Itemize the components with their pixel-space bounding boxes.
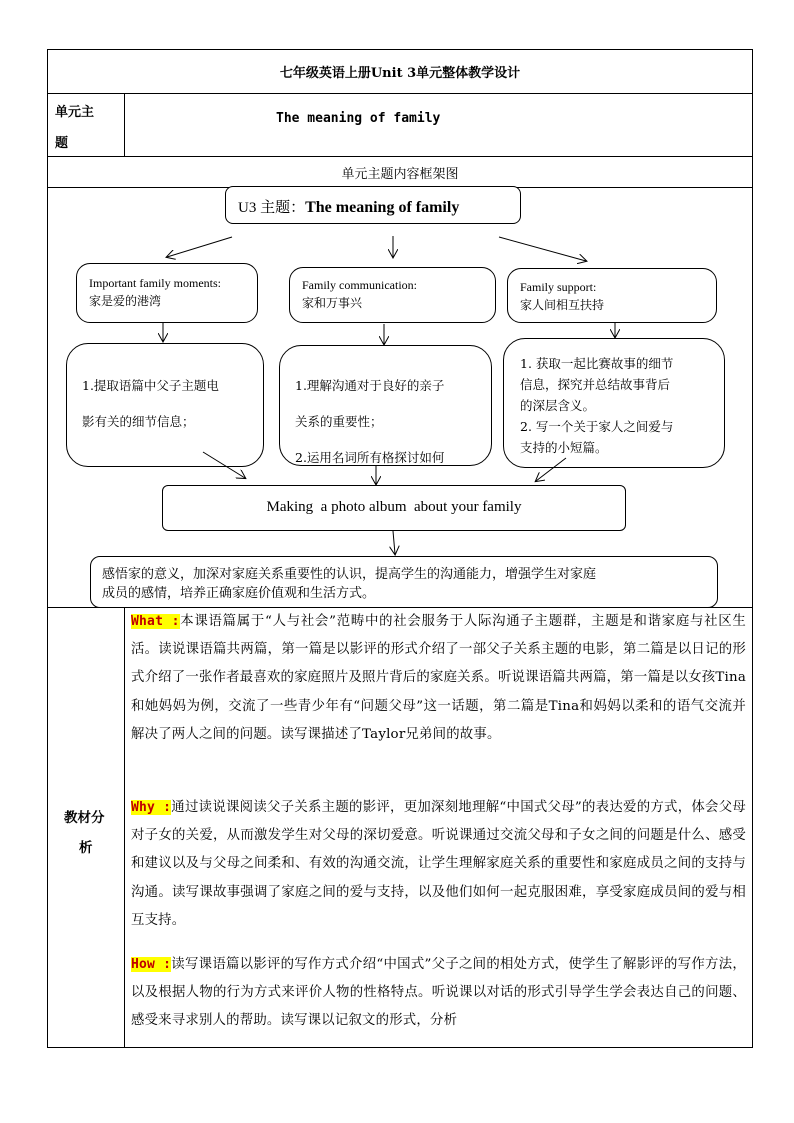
detail-moments-line-1: 1.提取语篇中父子主题电 <box>82 378 219 393</box>
why-text: 通过读说课阅读父子关系主题的影评，更加深刻地理解“中国式父母”的表达爱的方式，体会父母对子女的关爱，从而激发学生对父母的深切爱意。听说课通过交流父母和子女之间的问题是什么、感受和建议以及与父母之间柔和、有效的沟通交流，让学生理解家庭关系的重要性和家庭成员之间的支持与沟通。读写课故事强调了家庭之间的爱与支持，以及他们如何一起克服困难，享受家庭成员间的爱与相互支持。 <box>131 800 746 928</box>
what-text: 本课语篇属于“人与社会”范畴中的社会服务于人际沟通子主题群，主题是和谐家庭与社区生活。读说课语篇共两篇，第一篇是以影评的形式介绍了一部父子关系主题的电影，第二篇是以日记的形式介绍了一张作者最喜欢的家庭照片及照片背后的家庭关系。听说课语篇共两篇，第一篇是以女孩Tina和她妈妈为例，交流了一些青少年有“问题父母”这一话题，第二篇是Tina和妈妈以柔和的语气交流并解决了两人之间的问题。读写课描述了Taylor兄弟间的故事。 <box>131 614 747 742</box>
main-theme-title: The meaning of family <box>305 199 460 216</box>
framework-title: 单元主题内容框架图 <box>341 167 459 182</box>
project-text: Making a photo album about your family <box>266 499 522 515</box>
branch-zh-moments: 家是爱的港湾 <box>89 294 162 308</box>
branch-zh-support: 家人间相互扶持 <box>520 298 605 312</box>
theme-value: The meaning of family <box>276 111 441 126</box>
detail-support-line-2: 信息，探究并总结故事背后 <box>520 377 671 392</box>
how-text: 读写课语篇以影评的写作方式介绍“中国式”父子之间的相处方式，使学生了解影评的写作方法，以及根据人物的行为方式来评价人物的性格特点。听说课以对话的形式引导学生学会表达自己的问题、感受来寻求别人的帮助。读写课以记叙文的形式，分析 <box>131 957 746 1029</box>
analysis-label-line2: 析 <box>79 840 93 856</box>
detail-support-line-4: 2. 写一个关于家人之间爱与 <box>520 419 674 434</box>
goal-line-2: 成员的感情，培养正确家庭价值观和生活方式。 <box>102 586 376 601</box>
arrow-support-to-project <box>536 458 566 481</box>
what-label: What : <box>131 614 180 629</box>
arrow-moments-to-project <box>203 452 245 478</box>
branch-en-communication: Family communication: <box>302 278 417 292</box>
theme-label-line1: 单元主 <box>55 105 95 120</box>
goal-line-1: 感悟家的意义，加深对家庭关系重要性的认识，提高学生的沟通能力，增强学生对家庭 <box>102 567 597 582</box>
arrow-to-support <box>499 237 586 261</box>
main-theme-prefix: U3 主题： <box>238 200 306 216</box>
arrow-project-to-goal <box>393 531 395 554</box>
detail-communication-line-2: 关系的重要性； <box>295 414 383 429</box>
detail-support-line-3: 的深层含义。 <box>520 398 596 413</box>
how-label: How : <box>131 957 172 972</box>
branch-zh-communication: 家和万事兴 <box>302 296 363 310</box>
why-paragraph <box>131 794 746 935</box>
detail-communication-line-1: 1.理解沟通对于良好的亲子 <box>295 378 445 393</box>
how-paragraph <box>131 951 746 1036</box>
detail-support-line-1: 1. 获取一起比赛故事的细节 <box>520 356 674 371</box>
why-label: Why : <box>131 800 172 815</box>
detail-communication-line-3: 2.运用名词所有格探讨如何 <box>295 450 445 465</box>
branch-en-moments: Important family moments: <box>89 276 221 290</box>
theme-label-line2: 题 <box>55 136 69 151</box>
analysis-label-line1: 教材分 <box>64 810 105 826</box>
arrow-to-moments <box>167 237 232 257</box>
document-title: 七年级英语上册Unit 3单元整体教学设计 <box>279 66 521 81</box>
detail-moments-line-2: 影有关的细节信息； <box>82 414 195 429</box>
branch-en-support: Family support: <box>520 280 597 294</box>
detail-support-line-5: 支持的小短篇。 <box>520 440 608 455</box>
what-paragraph <box>131 608 746 749</box>
